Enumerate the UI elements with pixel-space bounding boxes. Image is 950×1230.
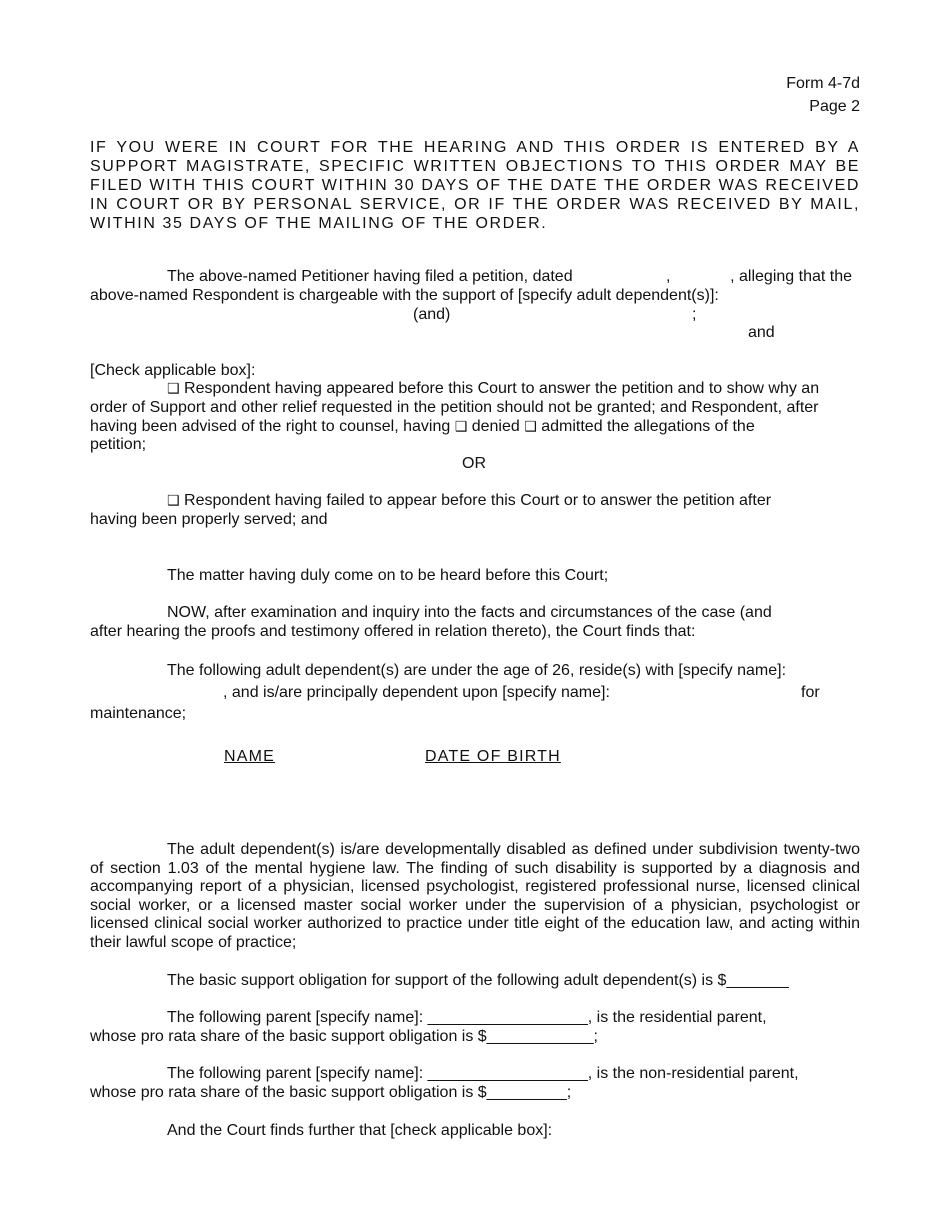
failed-option — [167, 492, 771, 511]
petition-and-paren: (and) — [413, 306, 451, 323]
matter-paragraph: The matter having duly come on to be heard before this Court; — [167, 567, 609, 584]
page-number: Page 2 — [809, 98, 860, 115]
appeared-line-4: petition; — [90, 436, 147, 453]
petition-semicolon: ; — [692, 306, 697, 323]
appeared-option — [167, 380, 819, 399]
petition-line-1b: , alleging that the — [730, 268, 852, 285]
residential-line-2: whose pro rata share of the basic support obligation is $____________; — [90, 1028, 598, 1045]
denied-checkbox[interactable]: ❑ — [454, 419, 468, 435]
residential-line-1: The following parent [specify name]: __________________, is the residential parent, — [167, 1009, 767, 1026]
admitted-label: admitted the allegations of the — [541, 418, 755, 435]
appeared-line-2: order of Support and other relief requested in the petition should not be granted; and Respondent, after — [90, 399, 819, 416]
appeared-line-1: Respondent having appeared before this Court to answer the petition and to show why an — [184, 380, 820, 397]
appeared-line-3-text: having been advised of the right to counsel, having — [90, 418, 451, 435]
nonresidential-line-2: whose pro rata share of the basic support obligation is $_________; — [90, 1084, 572, 1101]
nonresidential-line-1: The following parent [specify name]: __________________, is the non-residential parent, — [167, 1065, 799, 1082]
failed-line-1: Respondent having failed to appear before this Court or to answer the petition after — [184, 492, 772, 509]
name-column-header: NAME — [224, 748, 276, 765]
or-separator: OR — [462, 455, 486, 472]
petition-and: and — [748, 324, 775, 341]
date-of-birth-column-header: DATE OF BIRTH — [425, 748, 561, 765]
objections-notice: IF YOU WERE IN COURT FOR THE HEARING AND THIS ORDER IS ENTERED BY A SUPPORT MAGISTRATE, SPECIFIC WRITTEN OBJECTIONS TO THIS ORDER MAY BE FILED WITH THIS COURT WITHIN 30 DAYS OF THE DATE THE ORDER WAS RECEIVED IN COURT OR BY PERSONAL SERVICE, OR IF THE ORDER WAS RECEIVED BY MAIL, WITHIN 35 DAYS OF THE MAILING OF THE ORDER. — [90, 139, 860, 232]
dependents-line-3: maintenance; — [90, 705, 187, 722]
dependents-for: for — [801, 684, 820, 701]
appeared-line-3 — [90, 418, 755, 437]
petition-comma: , — [666, 268, 671, 285]
now-line-1: NOW, after examination and inquiry into the facts and circumstances of the case (and — [167, 604, 772, 621]
basic-support-line: The basic support obligation for support of the following adult dependent(s) is $_______ — [167, 972, 789, 989]
dependents-line-2: , and is/are principally dependent upon [specify name]: — [223, 684, 610, 701]
denied-label: denied — [471, 418, 520, 435]
now-line-2: after hearing the proofs and testimony offered in relation thereto), the Court finds that: — [90, 623, 696, 640]
petition-line-2: above-named Respondent is chargeable with the support of [specify adult dependent(s)]: — [90, 287, 719, 304]
check-applicable-label: [Check applicable box]: — [90, 362, 256, 379]
admitted-checkbox[interactable]: ❑ — [524, 419, 537, 435]
further-findings-line: And the Court finds further that [check applicable box]: — [167, 1122, 553, 1139]
failed-line-2: having been properly served; and — [90, 511, 328, 528]
disability-paragraph: The adult dependent(s) is/are developmentally disabled as defined under subdivision twenty-two of section 1.03 of the mental hygiene law. The finding of such disability is supported by a diagnosis and accompanying report of a physician, licensed psychologist, registered professional nurse, licensed clinical social worker, or a licensed master social worker under the supervision of a physician, psychologist or licensed clinical social worker authorized to practice under title eight of the education law, and acting within their lawful scope of practice; — [90, 841, 860, 951]
petition-line-1a: The above-named Petitioner having filed a petition, dated — [167, 268, 573, 285]
appeared-checkbox[interactable]: ❑ — [167, 381, 180, 397]
dependents-line-1: The following adult dependent(s) are under the age of 26, reside(s) with [specify name]: — [167, 662, 787, 679]
failed-checkbox[interactable]: ❑ — [167, 493, 180, 509]
form-number: Form 4-7d — [786, 75, 860, 92]
